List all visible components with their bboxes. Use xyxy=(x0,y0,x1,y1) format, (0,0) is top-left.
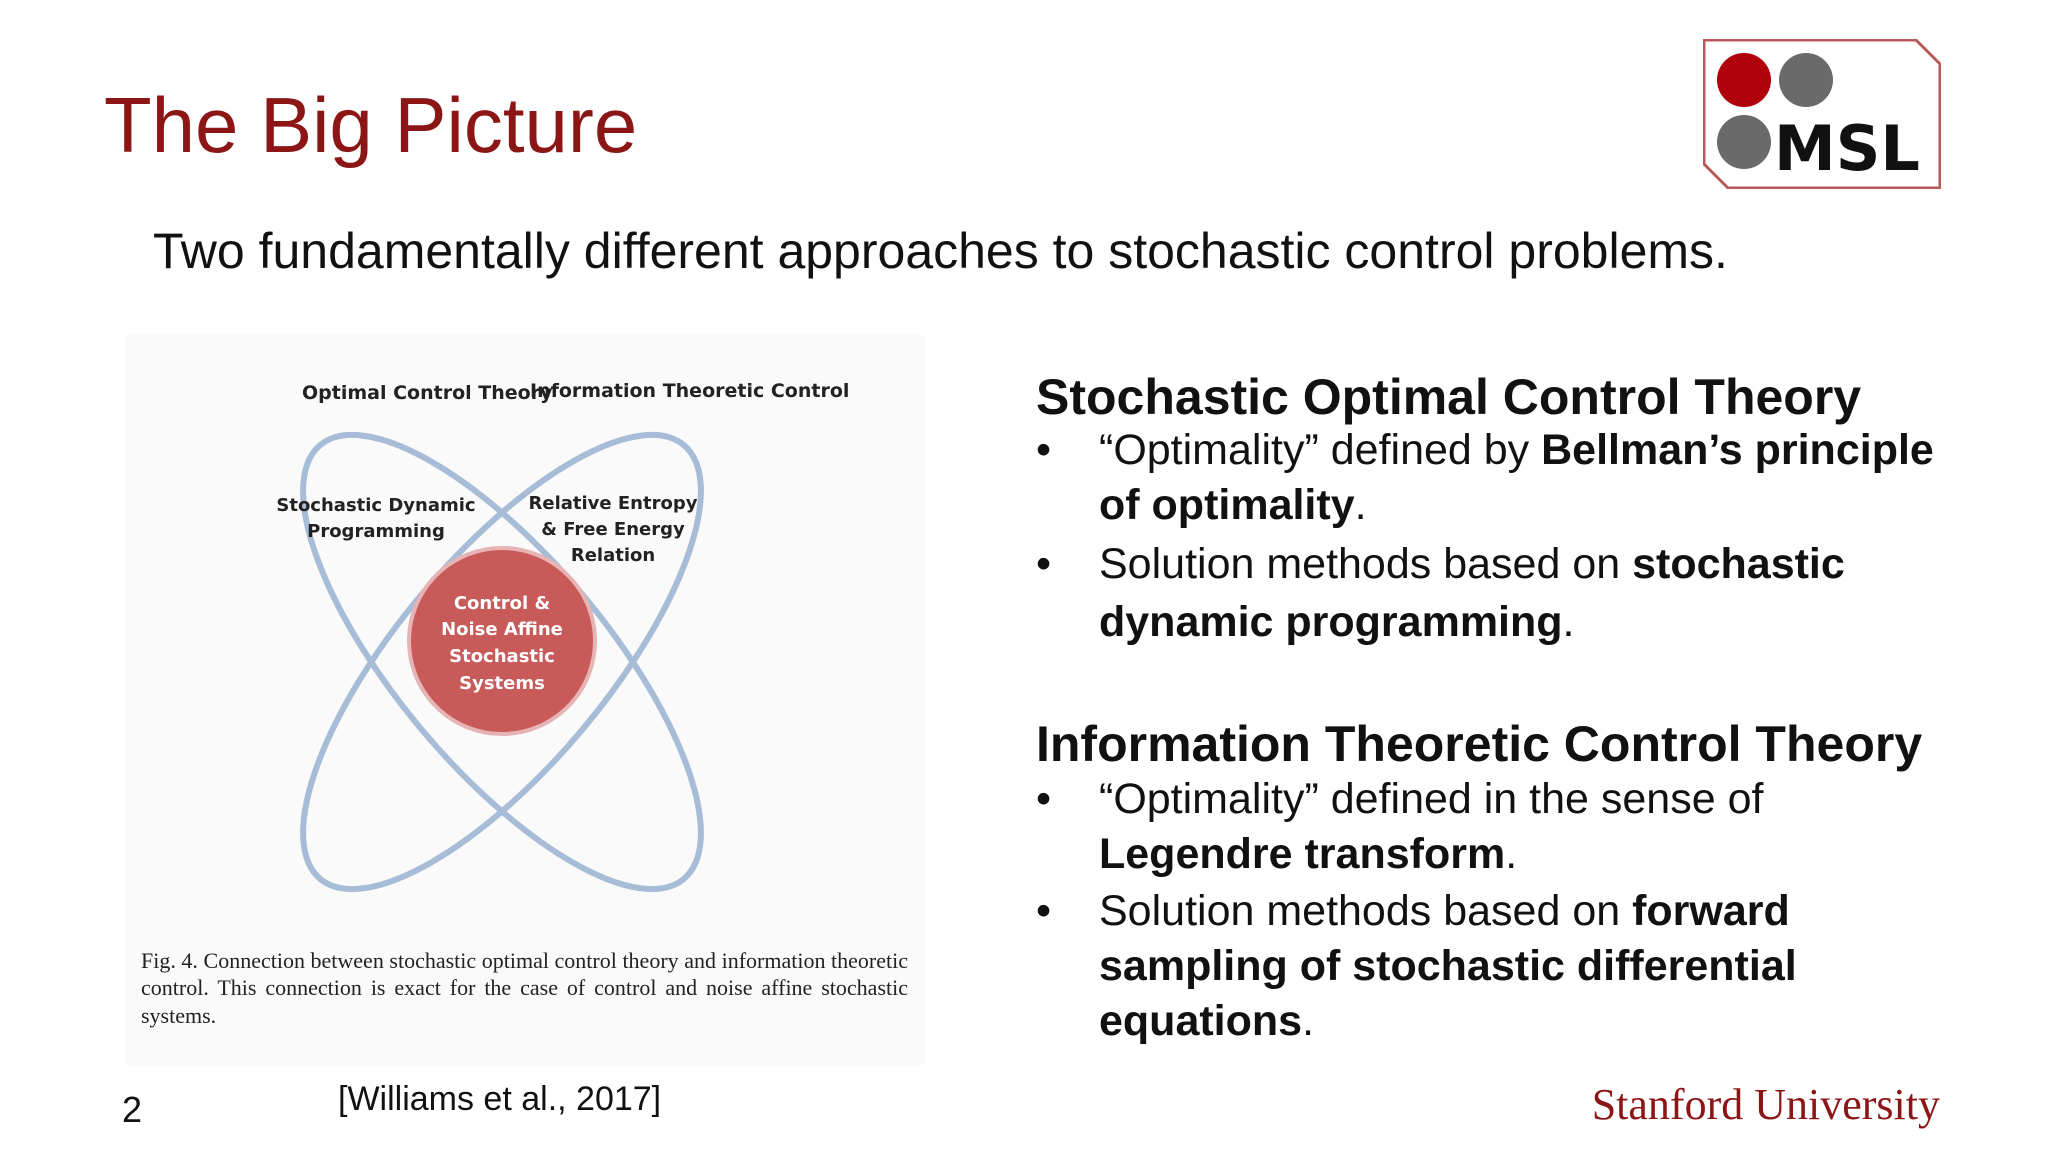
heading-stochastic-optimal-control: Stochastic Optimal Control Theory xyxy=(1036,369,1862,425)
center-circle xyxy=(409,548,595,734)
venn-diagram xyxy=(125,335,925,935)
page-number: 2 xyxy=(122,1089,143,1130)
msl-logo xyxy=(1703,39,1941,189)
figure-panel xyxy=(125,335,925,1065)
svg-text:Relation: Relation xyxy=(570,545,656,566)
svg-text:Programming: Programming xyxy=(307,521,445,542)
logo-dot-gray-top xyxy=(1779,53,1833,107)
label-relative-entropy xyxy=(529,493,698,566)
svg-text:& Free Energy: & Free Energy xyxy=(541,519,685,540)
bullet-item: • Solution methods based on stochastic dynamic programming. xyxy=(1036,535,1956,651)
stanford-wordmark: Stanford University xyxy=(1591,1080,1940,1129)
figure-caption: Fig. 4. Connection between stochastic optimal control theory and information theoretic control. This connection is exact for the case of control and noise affine stochastic systems. xyxy=(141,948,908,1028)
svg-text:Noise Affine: Noise Affine xyxy=(441,619,563,640)
bullet-list-information-theoretic xyxy=(1036,772,1956,1051)
svg-text:Stochastic Dynamic: Stochastic Dynamic xyxy=(276,495,476,516)
label-optimal-control-theory: Optimal Control Theory xyxy=(302,382,553,404)
svg-text:Systems: Systems xyxy=(459,673,545,694)
slide-title: The Big Picture xyxy=(104,81,638,169)
bullet-item: • “Optimality” defined by Bellman’s principle of optimality. xyxy=(1036,423,1956,533)
svg-text:Relative Entropy: Relative Entropy xyxy=(528,493,698,514)
bullet-list-stochastic-optimal xyxy=(1036,423,1956,653)
logo-dot-red xyxy=(1717,53,1771,107)
citation: [Williams et al., 2017] xyxy=(338,1080,662,1118)
heading-information-theoretic-control: Information Theoretic Control Theory xyxy=(1036,716,1923,772)
label-information-theoretic-control: Information Theoretic Control xyxy=(530,380,850,402)
bullet-glyph: • xyxy=(1036,540,1052,588)
slide-subtitle: Two fundamentally different approaches to stochastic control problems. xyxy=(153,223,1728,279)
logo-dot-gray-bottom xyxy=(1717,115,1771,169)
svg-text:Stochastic: Stochastic xyxy=(449,646,555,667)
bullet-glyph: • xyxy=(1036,887,1052,935)
bullet-item: • Solution methods based on forward sampling of stochastic differential equations. xyxy=(1036,884,1956,1049)
bullet-glyph: • xyxy=(1036,775,1052,823)
bullet-item: • “Optimality” defined in the sense of Legendre transform. xyxy=(1036,772,1956,882)
bullet-glyph: • xyxy=(1036,426,1052,474)
logo-text: MSL xyxy=(1774,112,1920,185)
svg-text:Control &: Control & xyxy=(453,593,551,614)
